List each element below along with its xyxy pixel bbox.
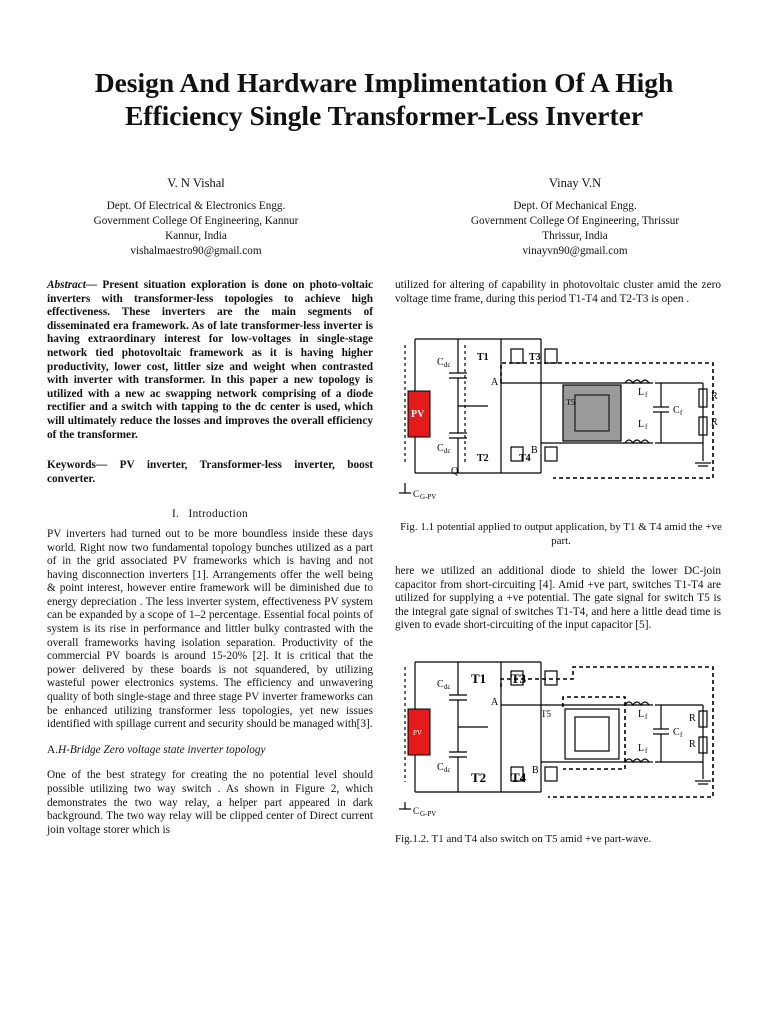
svg-text:f: f: [645, 713, 648, 721]
figure-1-caption: Fig. 1.1 potential applied to output application, by T1 & T4 amid the +ve part.: [400, 521, 722, 547]
author-college: Government College Of Engineering, Thrissur: [470, 215, 680, 227]
author-block-1: [31, 176, 361, 259]
left-column: [47, 279, 373, 837]
svg-text:R: R: [689, 713, 696, 724]
svg-text:B: B: [531, 445, 538, 456]
right-column-top: [395, 279, 721, 306]
svg-text:C: C: [673, 727, 680, 738]
right-column-middle: [395, 565, 721, 633]
svg-text:T4: T4: [511, 770, 527, 785]
abstract-text: Present situation exploration is done on photo-voltaic inverters with transformer-less topologies to achieve high effectiveness. These inverters are the main segments of disseminated era framework. As of late transformer-less inverter is having extraordinary interest for low-voltages in single-stage network tied photovoltaic framework as it is having higher productivity, lower cost, littler size and weight when contrasted with inverter with transformer. In this paper a new topology is utilized with a new ac swapping network comprising of a diode rectifier and a switch with tapping to the dc center is used, which will ultimately reduce the losses and improves the overall efficiency of the transformer.: [47, 279, 373, 441]
keywords-label: Keywords—: [47, 459, 108, 472]
right-paragraph-1: utilized for altering of capability in photovoltaic cluster amid the zero voltage time frame, during this period T1-T4 and T2-T3 is open .: [395, 279, 721, 305]
keywords-text: PV inverter, Transformer-less inverter, boost converter.: [47, 459, 373, 485]
author-name: Vinay V.N: [548, 176, 602, 190]
svg-text:T1: T1: [471, 671, 487, 686]
svg-text:C: C: [673, 405, 680, 416]
svg-text:f: f: [645, 391, 648, 399]
svg-text:T4: T4: [519, 453, 531, 464]
svg-text:f: f: [645, 747, 648, 755]
abstract: [47, 279, 373, 442]
subsection-heading: A.H-Bridge Zero voltage state inverter topology: [47, 743, 266, 756]
author-dept: Dept. Of Mechanical Engg.: [513, 200, 637, 212]
svg-text:T2: T2: [471, 770, 487, 785]
svg-text:C: C: [437, 679, 444, 690]
svg-text:R: R: [711, 391, 718, 402]
svg-text:A: A: [491, 697, 499, 708]
circuit-figure-2: [393, 657, 728, 817]
svg-text:B: B: [532, 765, 539, 776]
svg-text:T1: T1: [477, 352, 489, 363]
svg-text:L: L: [638, 743, 645, 754]
author-email: vishalmaestro90@gmail.com: [130, 245, 262, 257]
svg-text:T3: T3: [529, 352, 541, 363]
pv-label: PV: [413, 729, 422, 737]
author-name: V. N Vishal: [167, 176, 225, 190]
svg-text:G-PV: G-PV: [420, 493, 437, 501]
pv-label: PV: [411, 409, 425, 420]
svg-text:f: f: [680, 409, 683, 417]
svg-text:T5: T5: [566, 398, 575, 407]
svg-text:L: L: [638, 709, 645, 720]
intro-paragraph: PV inverters had turned out to be more boundless inside these days world. Right now two fundamental topology bunches utilized as a part of in the grid associated PV frameworks which is having and not having disconnection inverters [1]. Arrangements offer the well being & point interest, however entire framework will be diminished due to energy depreciation . The less inverter system, effectiveness PV system can be expanded by a scope of 1–2 percentage. Essential focal points of system is its rise in performance and littler bulky contrasted with the overall frameworks having isolation separation. Productivity of the commercial PV boards is around 15-20% [2]. It is critical that the power delivered by these boards is not squandered, by utilizing wasteful power electronics systems. The efficiency and unwavering quality of both single-stage and three stage PV inverter frameworks can be enhanced utilizing transformer less topologies, yet new issues identified with spillage current and security should be managed with[3].: [47, 527, 373, 731]
circuit-figure-1: [393, 333, 728, 503]
svg-text:dc: dc: [444, 766, 451, 774]
svg-text:Q: Q: [451, 466, 459, 477]
svg-text:T5: T5: [541, 709, 551, 719]
author-place: Thrissur, India: [542, 230, 608, 242]
author-college: Government College Of Engineering, Kannur: [93, 215, 299, 227]
author-block-2: [410, 176, 740, 259]
author-dept: Dept. Of Electrical & Electronics Engg.: [106, 200, 286, 212]
svg-text:T2: T2: [477, 453, 489, 464]
paper-title: Design And Hardware Implimentation Of A High Efficiency Single Transformer-Less Inverter: [94, 67, 674, 131]
abstract-label: Abstract—: [47, 279, 98, 291]
svg-text:C: C: [437, 443, 444, 454]
svg-text:C: C: [437, 357, 444, 368]
keywords: [47, 459, 373, 486]
section-heading: I. Introduction: [171, 508, 248, 521]
svg-text:L: L: [638, 419, 645, 430]
svg-text:C: C: [413, 489, 420, 499]
author-email: vinayvn90@gmail.com: [522, 245, 628, 257]
author-place: Kannur, India: [165, 230, 227, 242]
svg-text:f: f: [645, 423, 648, 431]
svg-text:G-PV: G-PV: [420, 810, 437, 817]
figure-2-caption: Fig.1.2. T1 and T4 also switch on T5 amid +ve part-wave.: [395, 833, 652, 845]
svg-text:L: L: [638, 387, 645, 398]
svg-text:C: C: [413, 806, 420, 816]
right-paragraph-2: here we utilized an additional diode to shield the lower DC-join capacitor from short-circuiting [4]. Amid +ve part, switches T1-T4 are utilized for supplying a +ve potential. The gate signal for switch T5 is the integral gate signal of switches T1-T4, and here a little dead time is given to evade short-circuiting of the input capacitor [5].: [395, 565, 721, 632]
svg-text:T3: T3: [511, 671, 527, 686]
svg-text:R: R: [689, 739, 696, 750]
svg-text:dc: dc: [444, 447, 451, 455]
svg-text:f: f: [680, 731, 683, 739]
svg-text:dc: dc: [444, 683, 451, 691]
svg-text:dc: dc: [444, 361, 451, 369]
svg-text:A: A: [491, 377, 499, 388]
svg-text:C: C: [437, 762, 444, 773]
subsection-paragraph: One of the best strategy for creating the no potential level should possible utilizing two way switch . As shown in Figure 2, which demonstrates the two way relay, a helper part appeared in dark background. The two way relay will be clipped center of Direct current join voltage storer which is: [47, 769, 373, 836]
svg-text:R: R: [711, 417, 718, 428]
